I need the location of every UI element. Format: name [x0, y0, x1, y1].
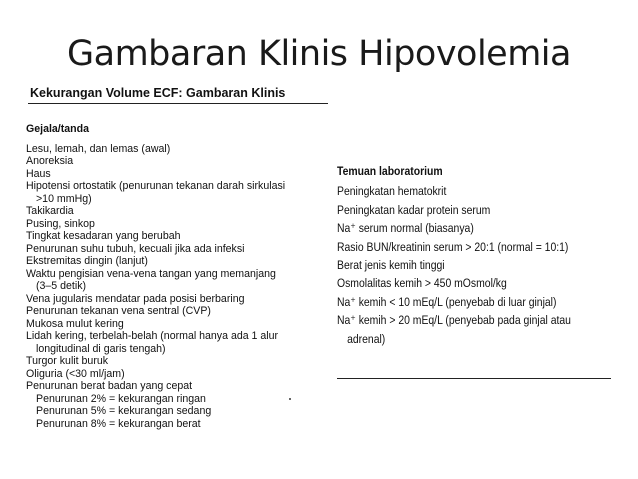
table-subheading: Kekurangan Volume ECF: Gambaran Klinis: [30, 86, 286, 100]
sign-item: Oliguria (<30 ml/jam): [26, 367, 125, 380]
labs-column: [337, 162, 581, 348]
sign-item: >10 mmHg): [36, 192, 92, 205]
sign-item: longitudinal di garis tengah): [36, 342, 166, 355]
signs-heading: Gejala/tanda: [26, 123, 89, 135]
lab-item: Berat jenis kemih tinggi: [337, 258, 445, 273]
sign-item: Hipotensi ortostatik (penurunan tekanan darah sirkulasi: [26, 180, 286, 192]
sign-item: Anoreksia: [26, 155, 74, 167]
lab-item: adrenal): [347, 331, 386, 346]
sign-item: Penurunan suhu tubuh, kecuali jika ada infeksi: [26, 242, 245, 255]
sign-item: Pusing, sinkop: [26, 217, 95, 230]
lab-item: Peningkatan kadar protein serum: [337, 202, 491, 217]
sign-item: Penurunan 8% = kekurangan berat: [36, 417, 201, 430]
sign-item: Penurunan 5% = kekurangan sedang: [36, 405, 212, 417]
sign-item: Lidah kering, terbelah-belah (normal hanya ada 1 alur: [26, 330, 279, 342]
sign-item: (3–5 detik): [36, 280, 87, 292]
slide-title: Gambaran Klinis Hipovolemia: [67, 34, 571, 74]
lab-item: Osmolalitas kemih > 450 mOsmol/kg: [337, 276, 507, 291]
sign-item: Haus: [26, 167, 51, 180]
sign-item: Ekstremitas dingin (lanjut): [26, 255, 148, 267]
sign-item: Penurunan tekanan vena sentral (CVP): [26, 305, 211, 317]
subheading-rule: [28, 103, 328, 104]
sign-item: Waktu pengisian vena-vena tangan yang memanjang: [26, 267, 276, 280]
sign-item: Vena jugularis mendatar pada posisi berbaring: [26, 292, 245, 305]
labs-heading: Temuan laboratorium: [337, 164, 443, 178]
lab-item: Na⁺ kemih < 10 mEq/L (penyebab di luar ginjal): [337, 294, 557, 309]
sign-item: Takikardia: [26, 205, 74, 217]
lab-item: Rasio BUN/kreatinin serum > 20:1 (normal = 10:1): [337, 239, 569, 254]
lab-item: Na⁺ serum normal (biasanya): [337, 221, 474, 236]
sign-item: Lesu, lemah, dan lemas (awal): [26, 142, 171, 155]
sign-item: Mukosa mulut kering: [26, 317, 124, 330]
sign-item: Turgor kulit buruk: [26, 355, 109, 367]
signs-column: [26, 123, 348, 430]
sign-item: Penurunan berat badan yang cepat: [26, 380, 193, 392]
labs-bottom-rule: [337, 378, 611, 379]
lab-item: Na⁺ kemih > 20 mEq/L (penyebab pada ginjal atau: [337, 313, 571, 328]
scan-speck: [289, 398, 291, 400]
lab-item: Peningkatan hematokrit: [337, 184, 447, 199]
sign-item: Penurunan 2% = kekurangan ringan: [36, 392, 206, 405]
sign-item: Tingkat kesadaran yang berubah: [26, 230, 181, 242]
